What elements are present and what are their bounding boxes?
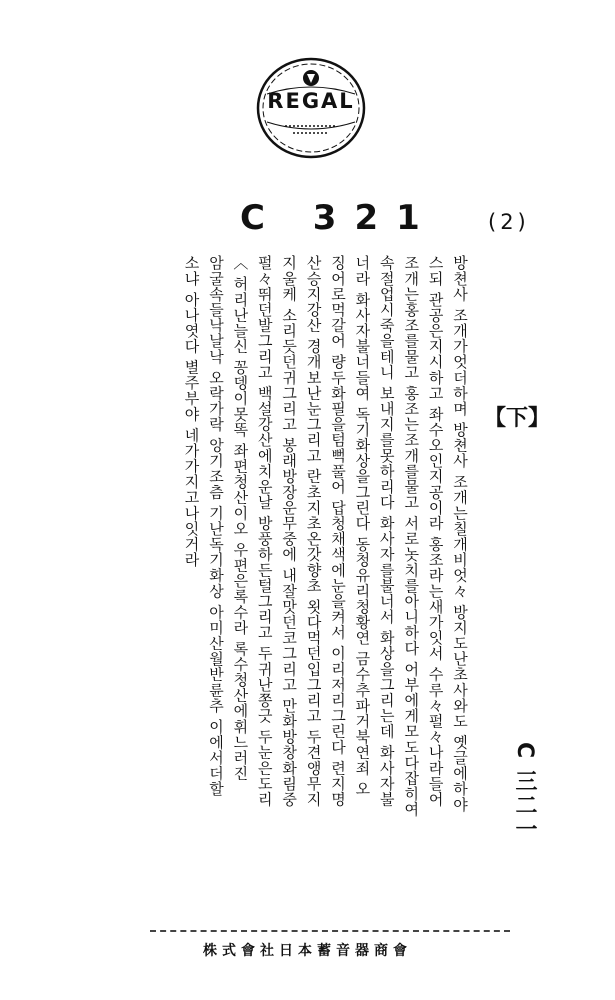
lyric-line: 지울케 소리듯던귀그리고 봉래방장운무중에 내잘맛던코그리고 만화방창화림중 <box>280 255 299 807</box>
footer-divider <box>150 930 510 936</box>
lyric-line: 방쳔사 조개가엇더하며 방쳔사 조개는칠개비엇々 방지도난초사와도 옛글에하야 <box>451 255 469 813</box>
lyric-line: 〈 허리난늘신 꽁뎅이못똑 좌편청산이오 우편은록수라 록수청산에휘느러진 <box>231 255 250 782</box>
logo-brand-text: REGAL <box>267 89 355 113</box>
lyric-line: 소냐 아나엿다 별주부야 네가가지고나잇거라 <box>182 255 201 568</box>
lyric-line: 산승지강산 경개보난눈그리고 란초지초온갓향초 욋다먹던입그리고 두견앵무지 <box>304 255 323 807</box>
lyric-line: 스되 관공은지시하고 좌수오인지공이라 홍조라는새가잇서 수루々펄々나라들어 <box>426 255 445 807</box>
lyric-line: 암굴속들낙날낙 오락가락 앙기조츰 기난독기화상 아미산월반륜추 이에서더할 <box>206 255 225 797</box>
lyric-line: 속절업시죽을테니 보내지를못하리다 화사자를불너서 화상을그리는데 화사자불 <box>377 255 396 807</box>
publisher-name: 株式會社日本蓄音器商會 <box>203 943 412 959</box>
catalog-number: C 321 <box>240 198 438 238</box>
regal-logo <box>255 56 367 160</box>
lyric-line: 조개는홍조를물고 홍조는조개를물고 서로놋치를아니하다 어부에게모도다잡히여 <box>402 255 421 818</box>
side-number: (2) <box>488 210 530 234</box>
lyric-line: 펄々뛰던발그리고 백설강산에치운날 방풍하든털그리고 두귀난쫑긋 두눈은도리 <box>255 255 274 807</box>
catalog-number-vertical: C 三二一 <box>512 742 537 842</box>
lyric-line: 징어로먹갈어 량두화필을텀뻑풀어 답청채색에눈을켜서 이리저리그린다 련지명 <box>328 255 347 807</box>
lyrics-body <box>112 255 472 905</box>
lyric-line: 너라 화사자불너들여 독기화상을그린다 동청유리청황연 금수추파거북연죄 오 <box>353 255 372 797</box>
side-label: 【下】 <box>484 405 551 431</box>
